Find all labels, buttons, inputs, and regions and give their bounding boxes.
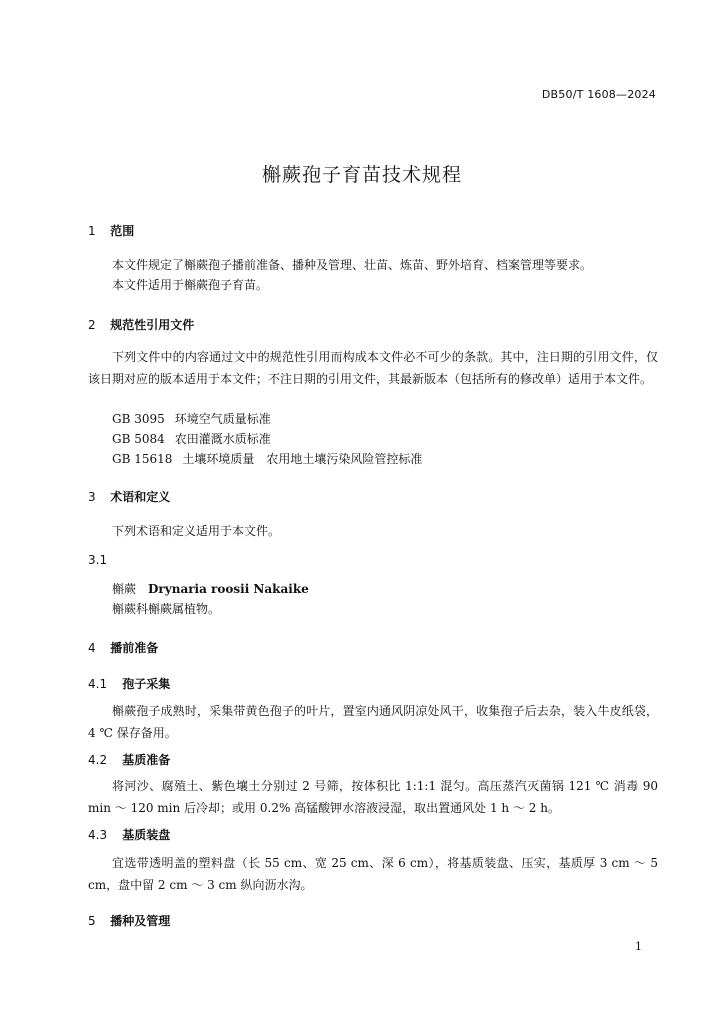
scope-paragraph-1: 本文件规定了槲蕨孢子播前准备、播种及管理、壮苗、炼苗、野外培育、档案管理等要求。 <box>112 258 593 272</box>
term-latin-name: Drynaria roosii Nakaike <box>148 582 309 596</box>
section-2-heading <box>88 316 194 333</box>
section-title: 范围 <box>110 224 135 238</box>
subsection-title: 基质准备 <box>122 753 171 767</box>
subsection-number: 4.1 <box>88 677 108 691</box>
reference-item <box>112 450 422 467</box>
reference-code: GB 15618 <box>112 452 173 466</box>
subsection-4-1-heading <box>88 675 170 692</box>
section-title: 术语和定义 <box>110 490 171 504</box>
spore-collection-paragraph: 槲蕨孢子成熟时，采集带黄色孢子的叶片，置室内通风阴凉处风干，收集孢子后去杂，装入牛皮纸袋，4 ℃ 保存备用。 <box>88 704 658 740</box>
reference-name: 土壤环境质量 农用地土壤污染风险管控标准 <box>182 452 423 466</box>
subsection-3-1-number: 3.1 <box>88 553 108 567</box>
terms-intro-paragraph: 下列术语和定义适用于本文件。 <box>112 524 281 538</box>
section-3-heading <box>88 488 170 505</box>
document-title: 槲蕨孢子育苗技术规程 <box>261 164 462 186</box>
reference-item <box>112 430 271 447</box>
subsection-4-3-heading <box>88 826 170 843</box>
substrate-preparation-paragraph: 将河沙、腐殖土、紫色壤土分别过 2 号筛，按体积比 1:1:1 混匀。高压蒸汽灭菌锅 121 ℃ 消毒 90 min ～ 120 min 后冷却；或用 0.2% 高锰酸钾水溶液浸湿，取出置通风处 1 h ～ 2 h。 <box>88 779 658 815</box>
term-entry <box>112 580 309 597</box>
section-number: 5 <box>88 914 96 928</box>
section-title: 播种及管理 <box>110 914 171 928</box>
subsection-number: 4.2 <box>88 753 108 767</box>
reference-code: GB 3095 <box>112 412 165 426</box>
section-number: 1 <box>88 224 96 238</box>
reference-name: 农田灌溉水质标准 <box>174 432 271 446</box>
section-number: 2 <box>88 318 96 332</box>
subsection-number: 4.3 <box>88 828 108 842</box>
section-number: 3 <box>88 490 96 504</box>
section-title: 规范性引用文件 <box>110 318 195 332</box>
reference-item <box>112 410 271 427</box>
section-title: 播前准备 <box>110 641 159 655</box>
scope-paragraph-2: 本文件适用于槲蕨孢子育苗。 <box>112 278 269 292</box>
substrate-tray-paragraph: 宜选带透明盖的塑料盘（长 55 cm、宽 25 cm、深 6 cm），将基质装盘、压实，基质厚 3 cm ～ 5 cm，盘中留 2 cm ～ 3 cm 纵向沥水沟。 <box>88 856 658 892</box>
page-number: 1 <box>635 940 642 953</box>
term-name: 槲蕨 <box>112 582 137 596</box>
subsection-4-2-heading <box>88 751 170 768</box>
reference-name: 环境空气质量标准 <box>174 412 271 426</box>
references-intro-paragraph: 下列文件中的内容通过文中的规范性引用而构成本文件必不可少的条款。其中，注日期的引用文件，仅该日期对应的版本适用于本文件；不注日期的引用文件，其最新版本（包括所有的修改单）适用于本文件。 <box>88 350 658 386</box>
section-1-heading <box>88 222 134 239</box>
term-definition: 槲蕨科槲蕨属植物。 <box>112 602 221 616</box>
section-5-heading <box>88 912 170 929</box>
section-4-heading <box>88 639 158 656</box>
standard-code: DB50/T 1608—2024 <box>541 88 656 101</box>
subsection-title: 孢子采集 <box>122 677 171 691</box>
section-number: 4 <box>88 641 96 655</box>
subsection-title: 基质装盘 <box>122 828 171 842</box>
reference-code: GB 5084 <box>112 432 165 446</box>
